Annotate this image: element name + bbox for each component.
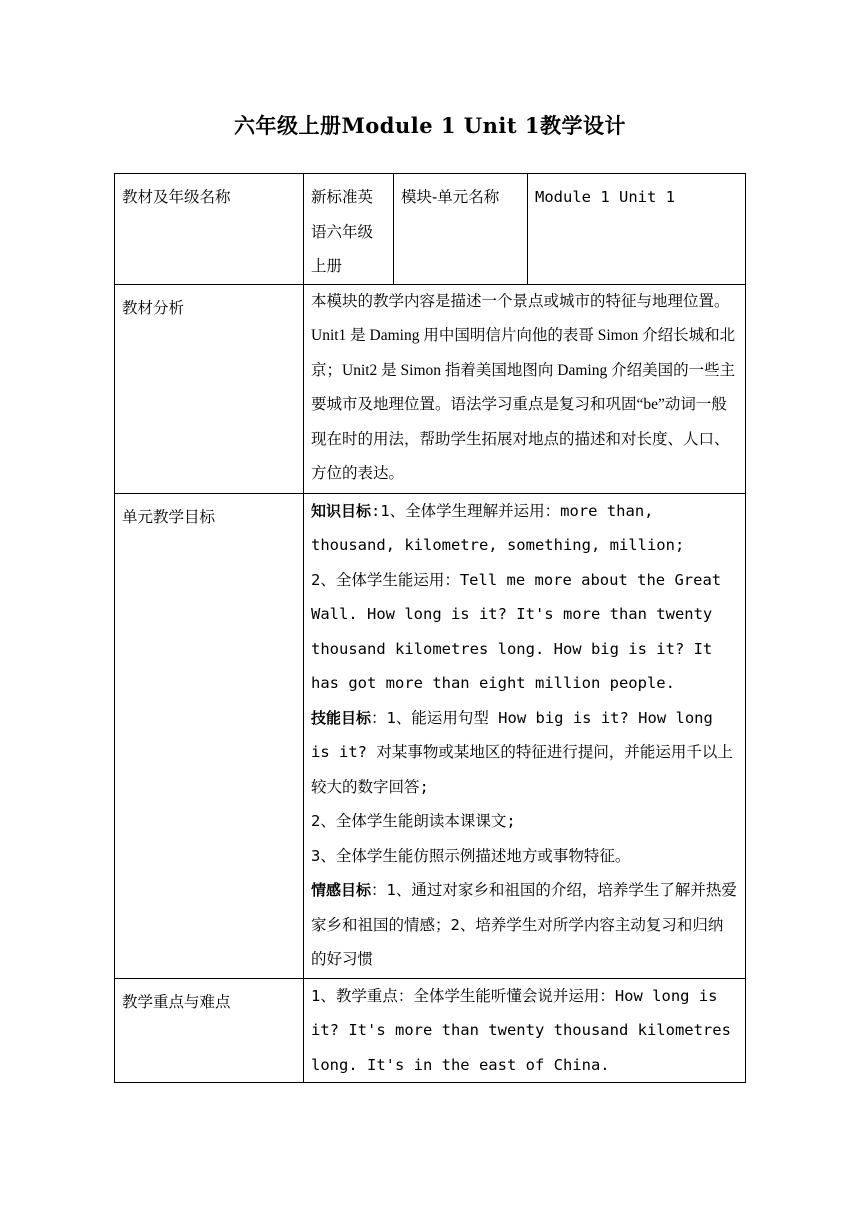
table-row — [115, 284, 746, 493]
skill-goal-heading: 技能目标 — [311, 708, 372, 727]
textbook-analysis-text: 本模块的教学内容是描述一个景点或城市的特征与地理位置。Unit1 是 Daming 用中国明信片向他的表哥 Simon 介绍长城和北京；Unit2 是 Simon 指着美国地图向 Daming 介绍美国的一些主要城市及地理位置。语法学习重点是复习和巩固“be”动词一般现在时的用法，帮助学生拓展对地点的描述和对长度、人口、方位的表达。 — [304, 284, 746, 493]
textbook-grade-label: 教材及年级名称 — [115, 174, 304, 285]
module-unit-label: 模块-单元名称 — [394, 174, 528, 285]
skill-goal-2: 2、全体学生能朗读本课课文; — [311, 812, 516, 830]
key-points-label: 教学重点与难点 — [115, 978, 304, 1083]
skill-goal-1-text: ：1、能运用句型 How big is it? How long is it? 对某事物或某地区的特征进行提问，并能运用千以上较大的数字回答; — [311, 708, 733, 796]
unit-objectives-label: 单元教学目标 — [115, 493, 304, 978]
knowledge-goal-2: 2、全体学生能运用：Tell me more about the Great Wall. How long is it? It's more than twenty thousand kilometres long. How big is it? It has got more than eight million people. — [311, 570, 722, 692]
unit-objectives-content — [304, 493, 746, 978]
knowledge-goal-heading: 知识目标 — [311, 501, 372, 520]
textbook-grade-value: 新标准英语六年级上册 — [304, 174, 394, 285]
table-row — [115, 174, 746, 285]
knowledge-goal-1-text: :1、全体学生理解并运用：more than, thousand, kilometre, something, million; — [311, 501, 685, 554]
emotion-goal-text: ：1、通过对家乡和祖国的介绍，培养学生了解并热爱家乡和祖国的情感；2、培养学生对所学内容主动复习和归纳的好习惯 — [311, 881, 737, 968]
table-row — [115, 978, 746, 1083]
key-points-text: 1、教学重点：全体学生能听懂会说并运用：How long is it? It's more than twenty thousand kilometres long. It's in the east of China. — [304, 978, 746, 1083]
textbook-analysis-label: 教材分析 — [115, 284, 304, 493]
knowledge-goal-1 — [311, 494, 738, 563]
table-row — [115, 493, 746, 978]
skill-goal-3: 3、全体学生能仿照示例描述地方或事物特征。 — [311, 846, 631, 865]
skill-goal-1 — [311, 701, 738, 805]
lesson-plan-table — [114, 173, 746, 1083]
module-unit-value: Module 1 Unit 1 — [528, 174, 746, 285]
emotion-goal-heading: 情感目标 — [311, 881, 372, 899]
document-title: 六年级上册Module 1 Unit 1教学设计 — [234, 113, 626, 138]
emotion-goal — [311, 873, 738, 977]
